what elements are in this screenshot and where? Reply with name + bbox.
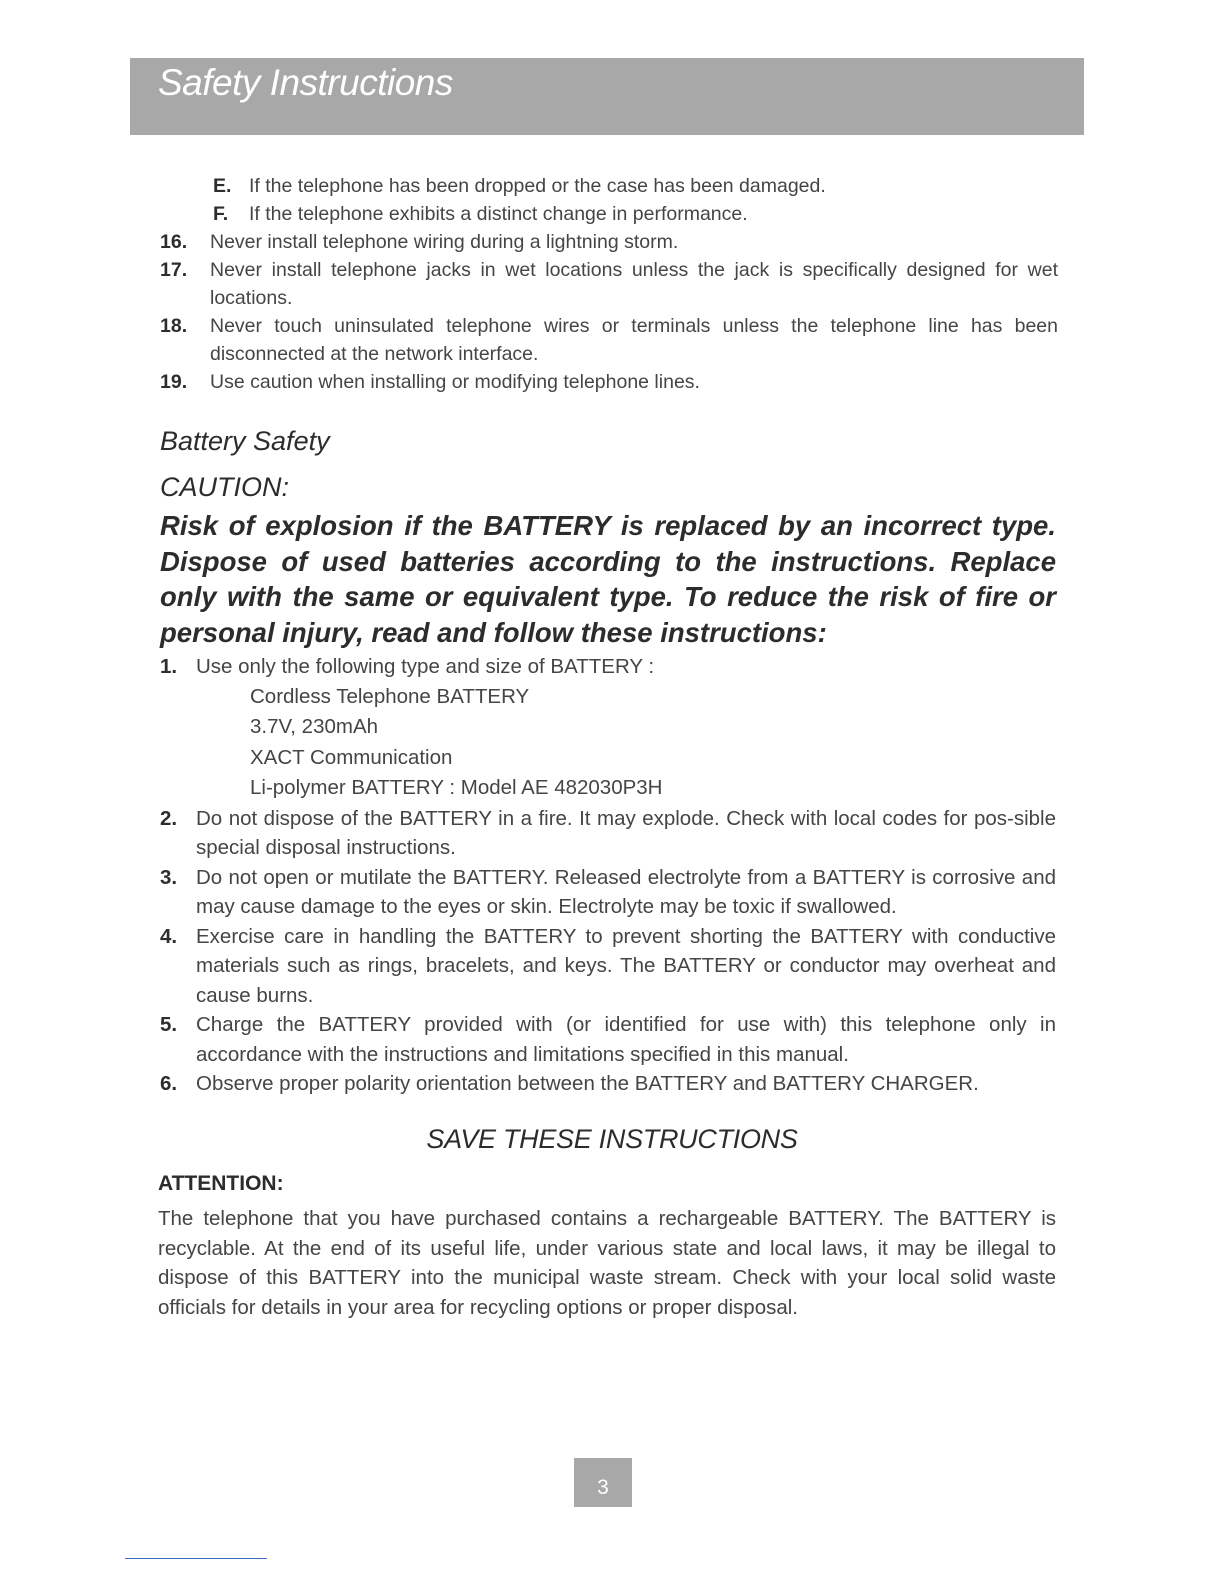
list-item: [160, 312, 1058, 368]
item-number: 6.: [160, 1072, 178, 1095]
footer-divider: [125, 1558, 267, 1559]
battery-spec-line: Li-polymer BATTERY : Model AE 482030P3H: [250, 776, 663, 799]
battery-instructions-list: [160, 652, 1056, 1099]
item-text: Never install telephone jacks in wet locations unless the jack is specifically designed for wet locations.: [210, 259, 1058, 309]
item-number: 16.: [160, 231, 188, 253]
list-item: [160, 863, 1056, 922]
save-instructions-heading: SAVE THESE INSTRUCTIONS: [426, 1124, 798, 1154]
list-item: [160, 200, 1058, 228]
header-bar: [130, 58, 1084, 135]
item-number: 4.: [160, 924, 178, 948]
list-item: [160, 804, 1056, 863]
list-item: [160, 652, 1056, 682]
item-text: Do not open or mutilate the BATTERY. Released electrolyte from a BATTERY is corrosive and may cause damage to the eyes or skin. Electrolyte may be toxic if swallowed.: [196, 865, 1056, 918]
attention-text: The telephone that you have purchased contains a rechargeable BATTERY. The BATTERY is recyclable. At the end of its useful life, under various state and local laws, it may be illegal to dispose of this BATTERY into the municipal waste stream. Check with your local solid waste officials for details in your area for recycling options or proper disposal.: [158, 1207, 1056, 1319]
item-number: 3.: [160, 865, 178, 889]
attention-label: ATTENTION:: [158, 1172, 284, 1195]
item-text: Use caution when installing or modifying telephone lines.: [210, 371, 700, 393]
item-number: F.: [213, 203, 229, 225]
safety-list-continued: [160, 172, 1058, 396]
item-text: Use only the following type and size of BATTERY :: [196, 655, 655, 678]
item-number: 19.: [160, 371, 188, 393]
list-item: [160, 1010, 1056, 1069]
page-number: 3: [574, 1458, 632, 1507]
item-number: 5.: [160, 1013, 178, 1036]
item-number: E.: [213, 175, 232, 197]
item-text: If the telephone exhibits a distinct change in performance.: [249, 203, 748, 225]
item-number: 17.: [160, 259, 188, 281]
item-text: Never touch uninsulated telephone wires or terminals unless the telephone line has been disconnected at the network interface.: [210, 315, 1058, 365]
list-item: [160, 172, 1058, 200]
item-text: Do not dispose of the BATTERY in a fire. It may explode. Check with local codes for pos-sible special disposal instructions.: [196, 806, 1056, 859]
battery-spec-line: 3.7V, 230mAh: [250, 715, 379, 738]
item-number: 2.: [160, 806, 178, 830]
list-item: [160, 368, 1058, 396]
page-title: Safety Instructions: [158, 62, 453, 103]
item-number: 1.: [160, 655, 178, 678]
item-text: If the telephone has been dropped or the case has been damaged.: [249, 175, 826, 197]
item-text: Observe proper polarity orientation between the BATTERY and BATTERY CHARGER.: [196, 1072, 979, 1095]
battery-spec-line: XACT Communication: [250, 745, 453, 769]
battery-spec-line: Cordless Telephone BATTERY: [250, 684, 530, 708]
item-number: 18.: [160, 315, 188, 337]
battery-safety-heading: Battery Safety: [160, 426, 330, 456]
list-item: [160, 922, 1056, 1011]
caution-label: CAUTION:: [160, 472, 290, 502]
caution-text: Risk of explosion if the BATTERY is replaced by an incorrect type. Dispose of used batteries according to the instructions. Replace only with the same or equivalent type. To reduce the risk of fire or personal injury, read and follow these instructions:: [160, 510, 1056, 648]
list-item: [160, 228, 1058, 256]
item-text: Charge the BATTERY provided with (or identified for use with) this telephone only in accordance with the instructions and limitations specified in this manual.: [196, 1013, 1056, 1066]
list-item: [160, 1069, 1056, 1099]
item-text: Exercise care in handling the BATTERY to prevent shorting the BATTERY with conductive materials such as rings, bracelets, and keys. The BATTERY or conductor may overheat and cause burns.: [196, 924, 1056, 1007]
item-text: Never install telephone wiring during a lightning storm.: [210, 231, 679, 253]
list-item: [160, 256, 1058, 312]
